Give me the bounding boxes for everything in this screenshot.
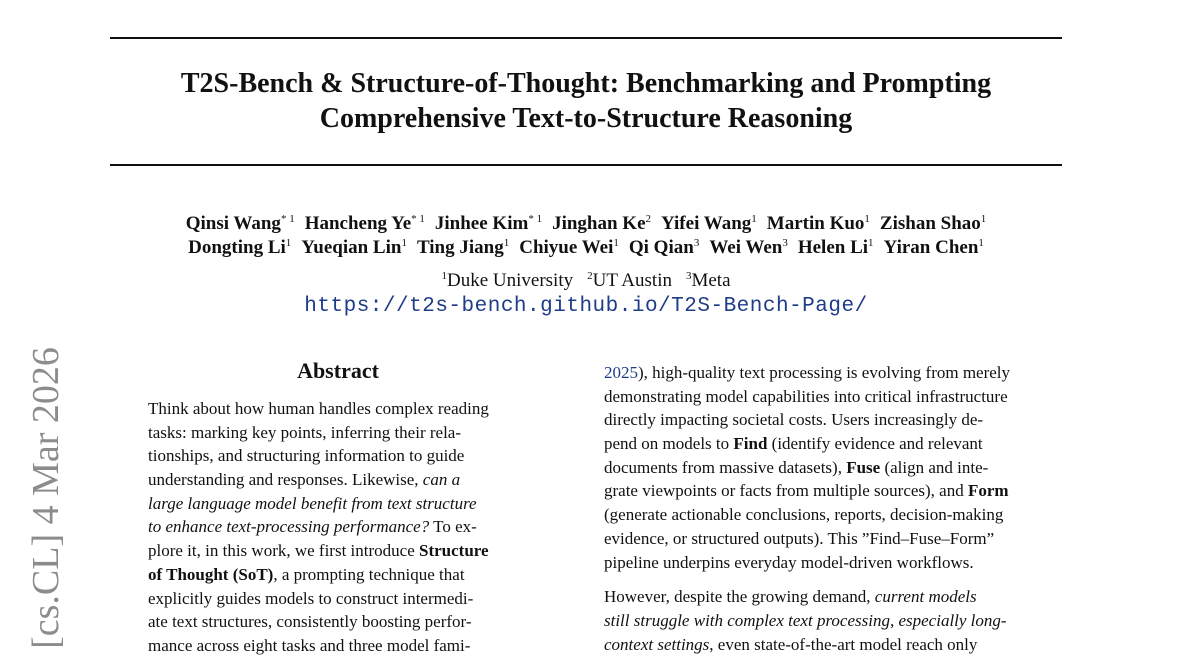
affiliation-mark: 1	[503, 237, 510, 249]
text-line: documents from massive datasets), Fuse (align and inte-	[604, 457, 989, 477]
affiliation-mark: * 1	[411, 213, 425, 225]
text-line: ate text structures, consistently boosting perfor-	[148, 612, 472, 632]
author-name: Ting Jiang$^1$	[416, 237, 510, 258]
author-name: Yueqian Lin$^1$	[301, 237, 407, 258]
affiliations	[110, 264, 1062, 293]
author-name: Qi Qian$^3$	[628, 237, 700, 258]
affiliation-item: $^3$Meta	[685, 270, 731, 291]
author-name: Yiran Chen$^1$	[883, 237, 984, 258]
author-list-line-2	[110, 231, 1062, 260]
author-name: Jinhee Kim$^{* 1}$	[434, 213, 543, 234]
text-line: 2025), high-quality text processing is evolving from merely	[604, 363, 1011, 382]
author-name: Qinsi Wang$^{* 1}$	[185, 213, 295, 234]
author-name: Hancheng Ye$^{* 1}$	[304, 213, 425, 234]
paper-title-line-2: Comprehensive Text-to-Structure Reasoning	[319, 103, 853, 134]
project-url-link[interactable]: https://t2s-bench.github.io/T2S-Bench-Page/	[304, 295, 868, 318]
text-line: context settings, even state-of-the-art model reach only	[604, 634, 978, 654]
author-name: Yifei Wang$^1$	[661, 213, 757, 234]
author-name: Wei Wen$^3$	[709, 237, 788, 258]
intro-paragraph-1	[604, 361, 1063, 574]
text-line: Think about how human handles complex reading	[148, 399, 489, 418]
title-rule-top	[110, 37, 1062, 39]
paper-title-line-1: T2S-Bench & Structure-of-Thought: Benchmarking and Prompting	[180, 68, 992, 99]
text-line: grate viewpoints or facts from multiple sources), and Form	[604, 481, 1009, 501]
abstract-body	[148, 397, 529, 658]
abstract-heading: Abstract	[297, 358, 379, 383]
text-line: plore it, in this work, we first introduce Structure	[148, 541, 489, 561]
author-name: Zishan Shao$^1$	[879, 213, 987, 234]
affiliation-item: $^1$Duke University	[441, 270, 574, 291]
arxiv-watermark: [cs.CL] 4 Mar 2026	[25, 347, 67, 649]
affiliation-mark: 2	[645, 213, 652, 225]
text-line: (generate actionable conclusions, reports, decision-making	[604, 505, 1004, 525]
affiliation-mark: 1	[751, 213, 757, 225]
affiliation-mark: 1	[401, 237, 407, 249]
author-name: Martin Kuo$^1$	[766, 213, 870, 234]
text-line: mance across eight tasks and three model fami-	[148, 635, 471, 655]
intro-column	[604, 361, 1063, 656]
affiliation-mark: 3	[693, 237, 700, 249]
text-line: However, despite the growing demand, current models	[604, 587, 977, 607]
text-line: pend on models to Find (identify evidence and relevant	[604, 434, 983, 454]
affiliation-mark: 1	[864, 213, 870, 225]
affiliation-mark: * 1	[528, 213, 543, 225]
text-line: tionships, and structuring information to guide	[148, 446, 465, 466]
title-rule-bottom	[110, 164, 1062, 166]
text-line: still struggle with complex text processing, especially long-	[604, 610, 1007, 630]
intro-paragraph-2	[604, 585, 1063, 656]
affiliation-mark: * 1	[280, 213, 295, 225]
affiliation-mark: 3	[782, 237, 788, 249]
text-line: understanding and responses. Likewise, can a	[148, 470, 461, 490]
affiliation-mark: 1	[868, 237, 874, 249]
author-name: Jinghan Ke$^2$	[552, 213, 652, 234]
affiliation-item: $^2$UT Austin	[587, 270, 672, 291]
text-line: explicitly guides models to construct intermedi-	[148, 588, 474, 608]
citation-link[interactable]: 2025	[604, 363, 638, 382]
affiliation-mark: 1	[285, 237, 292, 249]
affiliation-mark: 1	[613, 237, 619, 249]
author-name: Helen Li$^1$	[797, 237, 874, 258]
text-line: demonstrating model capabilities into critical infrastructure	[604, 386, 1008, 406]
text-line: directly impacting societal costs. Users increasingly de-	[604, 410, 984, 430]
affiliation-mark: 1	[980, 213, 987, 225]
text-line: large language model benefit from text structure	[148, 493, 477, 513]
text-line: evidence, or structured outputs). This ”Find–Fuse–Form”	[604, 528, 995, 548]
text-line: pipeline underpins everyday model-driven workflows.	[604, 552, 974, 572]
affiliation-mark: 1	[978, 237, 984, 249]
text-line: of Thought (SoT), a prompting technique that	[148, 564, 465, 584]
text-line: to enhance text-processing performance? To ex-	[148, 517, 477, 537]
text-line: tasks: marking key points, inferring their rela-	[148, 422, 461, 442]
author-name: Dongting Li$^1$	[188, 237, 292, 258]
author-name: Chiyue Wei$^1$	[519, 237, 619, 258]
